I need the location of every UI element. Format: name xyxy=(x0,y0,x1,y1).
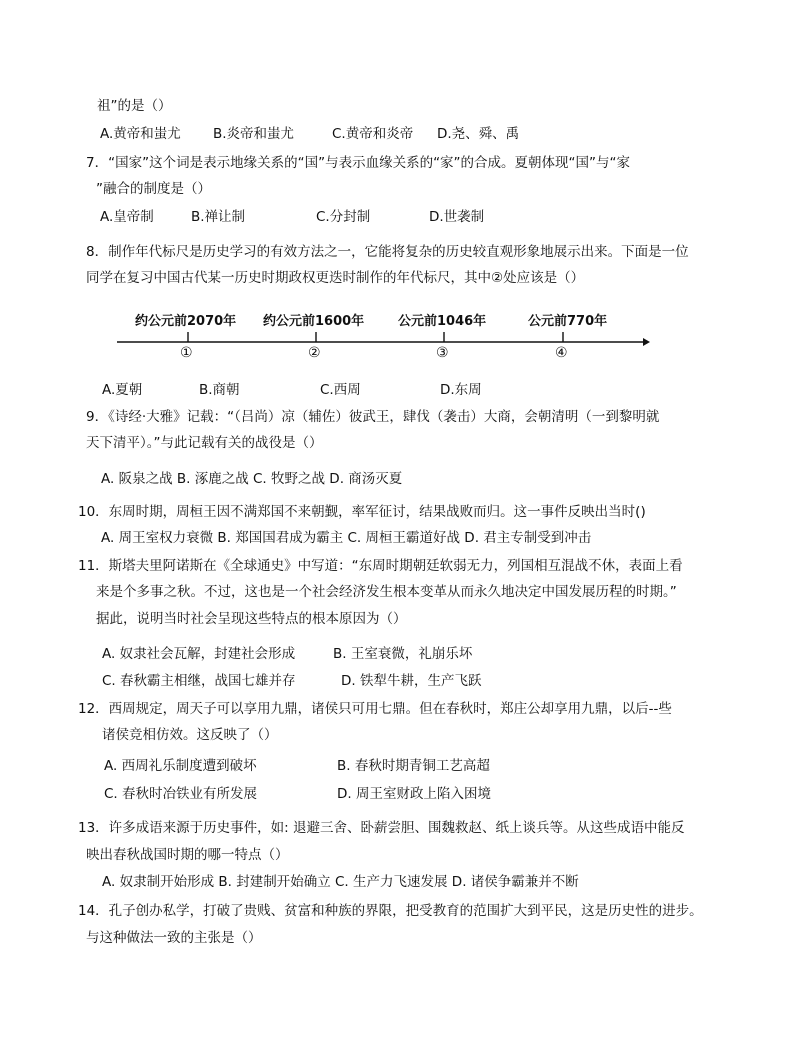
q10-stem: 10．东周时期，周桓王因不满郑国不来朝觐，率军征讨，结果战败而归。这一事件反映出当时() xyxy=(78,504,646,520)
timeline-date-1: 约公元前2070年 xyxy=(135,314,237,329)
q11-stem-line3: 据此，说明当时社会呈现这些特点的根本原因为（） xyxy=(96,611,407,627)
q8-stem-line2: 同学在复习中国古代某一历史时期政权更迭时制作的年代标尺，其中②处应该是（） xyxy=(86,270,585,286)
q12-option-d[interactable]: D. 周王室财政上陷入困境 xyxy=(337,786,491,802)
q8-option-d[interactable]: D.东周 xyxy=(440,382,482,398)
q6-option-c[interactable]: C.黄帝和炎帝 xyxy=(332,126,414,142)
q7-option-c[interactable]: C.分封制 xyxy=(316,209,371,225)
q11-option-c[interactable]: C. 春秋霸主相继，战国七雄并存 xyxy=(102,673,296,689)
q13-options[interactable]: A. 奴隶制开始形成 B. 封建制开始确立 C. 生产力飞速发展 D. 诸侯争霸兼并不断 xyxy=(102,874,579,890)
q12-option-b[interactable]: B. 春秋时期青铜工艺高超 xyxy=(337,758,490,774)
q12-stem-line2: 诸侯竞相仿效。这反映了（） xyxy=(102,727,278,743)
q8-stem-line1: 8．制作年代标尺是历史学习的有效方法之一，它能将复杂的历史较直观形象地展示出来。下面是一位 xyxy=(86,244,689,260)
q7-stem-line1: 7．“国家”这个词是表示地缘关系的“国”与表示血缘关系的“家”的合成。夏朝体现“国”与“家 xyxy=(86,155,631,171)
timeline-mark-2: ② xyxy=(308,345,321,361)
q11-option-b[interactable]: B. 王室衰微，礼崩乐坏 xyxy=(333,646,473,662)
q6-option-a[interactable]: A.黄帝和蚩尤 xyxy=(100,126,181,142)
timeline-date-3: 公元前1046年 xyxy=(398,314,487,329)
timeline-mark-4: ④ xyxy=(555,345,568,361)
q8-option-c[interactable]: C.西周 xyxy=(320,382,361,398)
q14-stem-line2: 与这种做法一致的主张是（） xyxy=(86,930,262,946)
q6-stem-tail: 祖”的是（） xyxy=(97,98,172,114)
q6-option-b[interactable]: B.炎帝和蚩尤 xyxy=(213,126,295,142)
q11-option-d[interactable]: D. 铁犁牛耕，生产飞跃 xyxy=(341,673,482,689)
q13-stem-line1: 13．许多成语来源于历史事件，如: 退避三舍、卧薪尝胆、围魏救赵、纸上谈兵等。从这些成语中能反 xyxy=(78,820,685,836)
q7-option-d[interactable]: D.世袭制 xyxy=(429,209,485,225)
q6-option-d[interactable]: D.尧、舜、禹 xyxy=(437,126,520,142)
timeline-mark-3: ③ xyxy=(436,345,449,361)
q11-option-a[interactable]: A. 奴隶社会瓦解，封建社会形成 xyxy=(102,646,296,662)
q13-stem-line2: 映出春秋战国时期的哪一特点（） xyxy=(86,847,289,863)
q9-stem-line1: 9．《诗经·大雅》记载：“（吕尚）凉（辅佐）彼武王，肆伐（袭击）大商，会朝清明（一到黎明就 xyxy=(86,409,660,425)
timeline-date-4: 公元前770年 xyxy=(528,314,608,329)
q14-stem-line1: 14．孔子创办私学，打破了贵贱、贫富和种族的界限，把受教育的范围扩大到平民，这是历史性的进步。 xyxy=(78,903,703,919)
q12-option-c[interactable]: C. 春秋时冶铁业有所发展 xyxy=(104,786,258,802)
q7-stem-line2: ”融合的制度是（） xyxy=(96,181,211,197)
timeline-date-2: 约公元前1600年 xyxy=(263,314,365,329)
q12-option-a[interactable]: A. 西周礼乐制度遭到破坏 xyxy=(104,758,257,774)
q8-timeline xyxy=(115,308,650,368)
q12-stem-line1: 12．西周规定，周天子可以享用九鼎，诸侯只可用七鼎。但在春秋时，郑庄公却享用九鼎，以后--些 xyxy=(78,701,672,717)
timeline-mark-1: ① xyxy=(180,345,193,361)
q10-options[interactable]: A. 周王室权力衰微 B. 郑国国君成为霸主 C. 周桓王霸道好战 D. 君主专制受到冲击 xyxy=(101,530,592,546)
q8-option-b[interactable]: B.商朝 xyxy=(199,382,240,398)
q11-stem-line1: 11．斯塔夫里阿诺斯在《全球通史》中写道：“东周时期朝廷软弱无力，列国相互混战不休，表面上看 xyxy=(78,558,683,574)
q8-option-a[interactable]: A.夏朝 xyxy=(102,382,143,398)
q9-stem-line2: 天下清平）。”与此记载有关的战役是（） xyxy=(86,435,323,451)
q7-option-b[interactable]: B.禅让制 xyxy=(191,209,246,225)
q7-option-a[interactable]: A.皇帝制 xyxy=(100,209,154,225)
q11-stem-line2: 来是个多事之秋。不过，这也是一个社会经济发生根本变革从而永久地决定中国发展历程的时期。” xyxy=(96,584,677,600)
q9-options[interactable]: A. 阪泉之战 B. 涿鹿之战 C. 牧野之战 D. 商汤灭夏 xyxy=(101,471,403,487)
